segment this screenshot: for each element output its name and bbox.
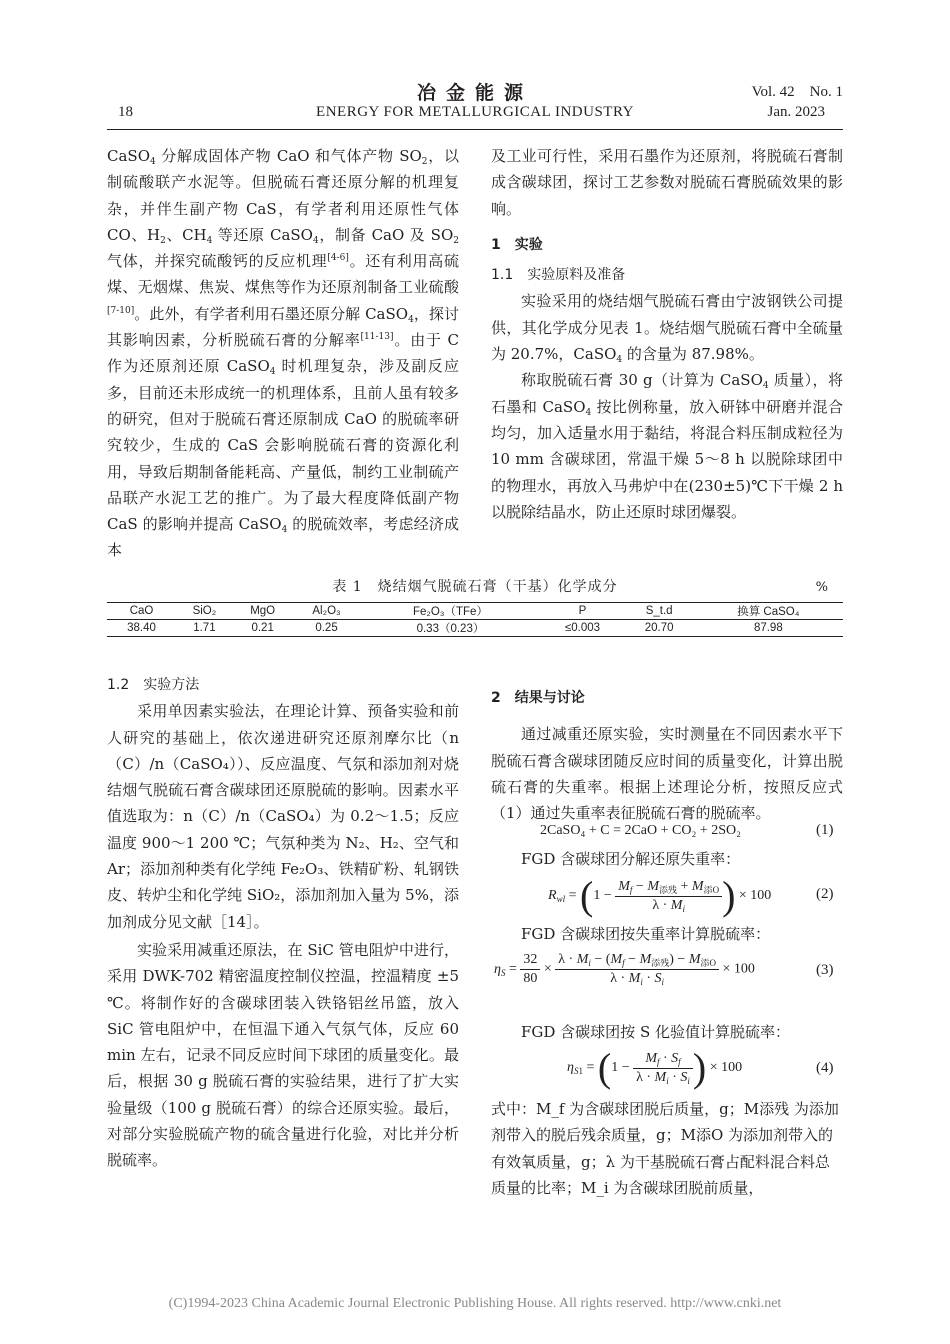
table-cell: 0.21	[251, 622, 274, 634]
equation-2: $R_{wl} = (1$ − $\frac{M_f - M_{添残} + M_{添O}}{\lambda \cdot M_i}$ ) × 100	[548, 873, 772, 918]
table-1-caption: 表 1 烧结烟气脱硫石膏（干基）化学成分	[332, 579, 618, 595]
section-1-heading: 1 实验	[491, 236, 543, 253]
equation-3: $\eta_S$ = $\frac{32}{80}$ × $\frac{\lambda \cdot M_i - (M_f - M_{添残}) - M_{添O}}{\lambda \cdot M_i \cdot S_i}$ × 100	[494, 952, 755, 987]
table-1-unit: %	[815, 580, 828, 595]
equation-4-number: (4)	[816, 1060, 834, 1076]
table-1	[107, 602, 843, 637]
equation-4: $\eta_{S1} = (1$ − $\frac{M_f \cdot S_f}{\lambda \cdot M_i \cdot S_i}$ ) × 100	[567, 1045, 743, 1090]
definitions-paragraph: 式中：M_f 为含碳球团脱后质量，g；M添残 为添加剂带入的脱后残余质量，g；M添O 为添加剂带入的有效氧质量，g；λ 为干基脱硫石膏占配料混合料总质量的比率；M_i 为含碳球团脱前质量，	[491, 1100, 839, 1197]
table-cell: ≤0.003	[564, 622, 601, 634]
copyright-footer: (C)1994-2023 China Academic Journal Electronic Publishing House. All rights reserved. http://www.cnki.net	[168, 1296, 782, 1311]
method-paragraph-1: 采用单因素实验法，在理论计算、预备实验和前人研究的基础上，依次递进研究还原剂摩尔比（n（C）/n（CaSO₄））、反应温度、气氛和添加剂对烧结烟气脱硫石膏含碳球团还原脱硫的影响。因素水平值选取为：n（C）/n（CaSO₄）为 0.2～1.5；反应温度 900～1 200 ℃；气氛种类为 N₂、H₂、空气和 Ar；添加剂种类有化学纯 Fe₂O₃、铁精矿粉、轧钢铁皮、转炉尘和化学纯 SiO₂，添加剂加入量为 5%，添加剂成分见文献［14］。	[107, 702, 459, 931]
table-header-cell: 换算 CaSO₄	[737, 606, 800, 618]
table-header-row	[107, 603, 843, 620]
table-header-cell: CaO	[129, 605, 154, 617]
left-column-bottom	[107, 672, 459, 1174]
left-column-top	[107, 143, 459, 564]
equation-1-number: (1)	[816, 822, 834, 838]
section-1-2-heading: 1.2 实验方法	[107, 677, 200, 693]
journal-title-en: ENERGY FOR METALLURGICAL INDUSTRY	[316, 104, 634, 120]
table-cell: 0.33（0.23）	[416, 623, 485, 635]
table-cell: 1.71	[193, 622, 216, 634]
method-paragraph-2: 实验采用减重还原法，在 SiC 管电阻炉中进行，采用 DWK-702 精密温度控制仪控温，控温精度 ±5 ℃。将制作好的含碳球团装入铁铬铝丝吊篮，放入 SiC 管电阻炉中，在恒温下通入气氛气体，反应 60 min 左右，记录不同反应时间下球团的质量变化。最后，根据 30 g 脱硫石膏的实验结果，进行了扩大实验量级（100 g 脱硫石膏）的综合还原实验。最后，对部分实验脱硫产物的硫含量进行化验，对比并分析脱硫率。	[107, 940, 459, 1170]
table-header-cell: Al₂O₃	[312, 605, 341, 617]
label-eq2: FGD 含碳球团分解还原失重率：	[521, 850, 741, 868]
table-row	[107, 620, 843, 637]
results-paragraph: 通过减重还原实验，实时测量在不同因素水平下脱硫石膏含碳球团随反应时间的质量变化，计算出脱硫石膏的失重率。根据上述理论分析，按照反应式（1）通过失重率表征脱硫石膏的脱硫率。	[491, 725, 843, 823]
label-eq4: FGD 含碳球团按 S 化验值计算脱硫率：	[521, 1023, 790, 1041]
right-column-bottom	[491, 685, 843, 826]
table-header-cell: Fe₂O₃（TFe）	[412, 606, 488, 618]
label-eq3: FGD 含碳球团按失重率计算脱硫率：	[521, 925, 771, 943]
table-cell: 20.70	[644, 622, 674, 634]
issue-date: Jan. 2023	[767, 104, 825, 120]
table-cell: 0.25	[315, 622, 338, 634]
page-number: 18	[118, 104, 133, 120]
table-header-cell: MgO	[250, 605, 276, 617]
header-rule	[107, 129, 843, 130]
journal-title-cn: 冶金能源	[416, 82, 533, 104]
table-header-cell: SiO₂	[192, 605, 217, 617]
intro-end-paragraph: 及工业可行性，采用石墨作为还原剂，将脱硫石膏制成含碳球团，探讨工艺参数对脱硫石膏脱硫效果的影响。	[491, 147, 843, 218]
equation-2-number: (2)	[816, 886, 834, 902]
section-1-1-heading: 1.1 实验原料及准备	[491, 267, 626, 284]
right-column-top	[491, 143, 843, 525]
table-header-cell: S_t.d	[645, 605, 673, 617]
preparation-paragraph: 称取脱硫石膏 30 g（计算为 CaSO$_4$ 质量），将石墨和 CaSO$_4$ 按比例称量，放入研钵中研磨并混合均匀，加入适量水用于黏结，将混合料压制成粒径为 10 mm 含碳球团，常温干燥 5～8 h 以脱除球团中的物理水，再放入马弗炉中在(230±5)℃下干燥 2 h 以脱除结晶水，防止还原时球团爆裂。	[491, 371, 843, 521]
section-2-heading: 2 结果与讨论	[491, 690, 585, 706]
materials-paragraph: 实验采用的烧结烟气脱硫石膏由宁波钢铁公司提供，其化学成分见表 1。烧结烟气脱硫石膏中全硫量为 20.7%，CaSO$_4$ 的含量为 87.98%。	[491, 292, 843, 366]
intro-paragraph: CaSO$_4$ 分解成固体产物 CaO 和气体产物 $SO_2$，以制硫酸联产水泥等。但脱硫石膏还原分解的机理复杂，并伴生副产物 CaS，有学者利用还原性气体 CO、$H_2$、$CH_4$ 等还原 CaSO$_4$，制备 CaO 及 $SO_2$ 气体，并探究硫酸钙的反应机理[4-6]。还有利用高硫煤、无烟煤、焦炭、煤焦等作为还原剂制备工业硫酸[7-10]。此外，有学者利用石墨还原分解 CaSO$_4$，探讨其影响因素，分析脱硫石膏的分解率[11-13]。由于 C 作为还原剂还原 CaSO$_4$ 时机理复杂，涉及副反应多，目前还未形成统一的机理体系，且前人虽有较多的研究，但对于脱硫石膏还原制成 CaO 的脱硫率研究较少，生成的 CaS 会影响脱硫石膏的资源化利用，导致后期制备能耗高、产量低，制约工业制硫产品联产水泥工艺的推广。为了最大程度降低副产物 CaS 的影响并提高 CaSO$_4$ 的脱硫效率，考虑经济成本	[107, 147, 459, 560]
table-cell: 38.40	[127, 622, 156, 634]
table-header-cell: P	[578, 605, 587, 617]
table-cell: 87.98	[753, 622, 783, 634]
equation-1: 2CaSO₄ + C = 2CaO + CO₂ + 2SO₂	[540, 823, 742, 838]
equation-3-number: (3)	[816, 962, 834, 978]
volume-issue: Vol. 42 No. 1	[751, 84, 843, 100]
